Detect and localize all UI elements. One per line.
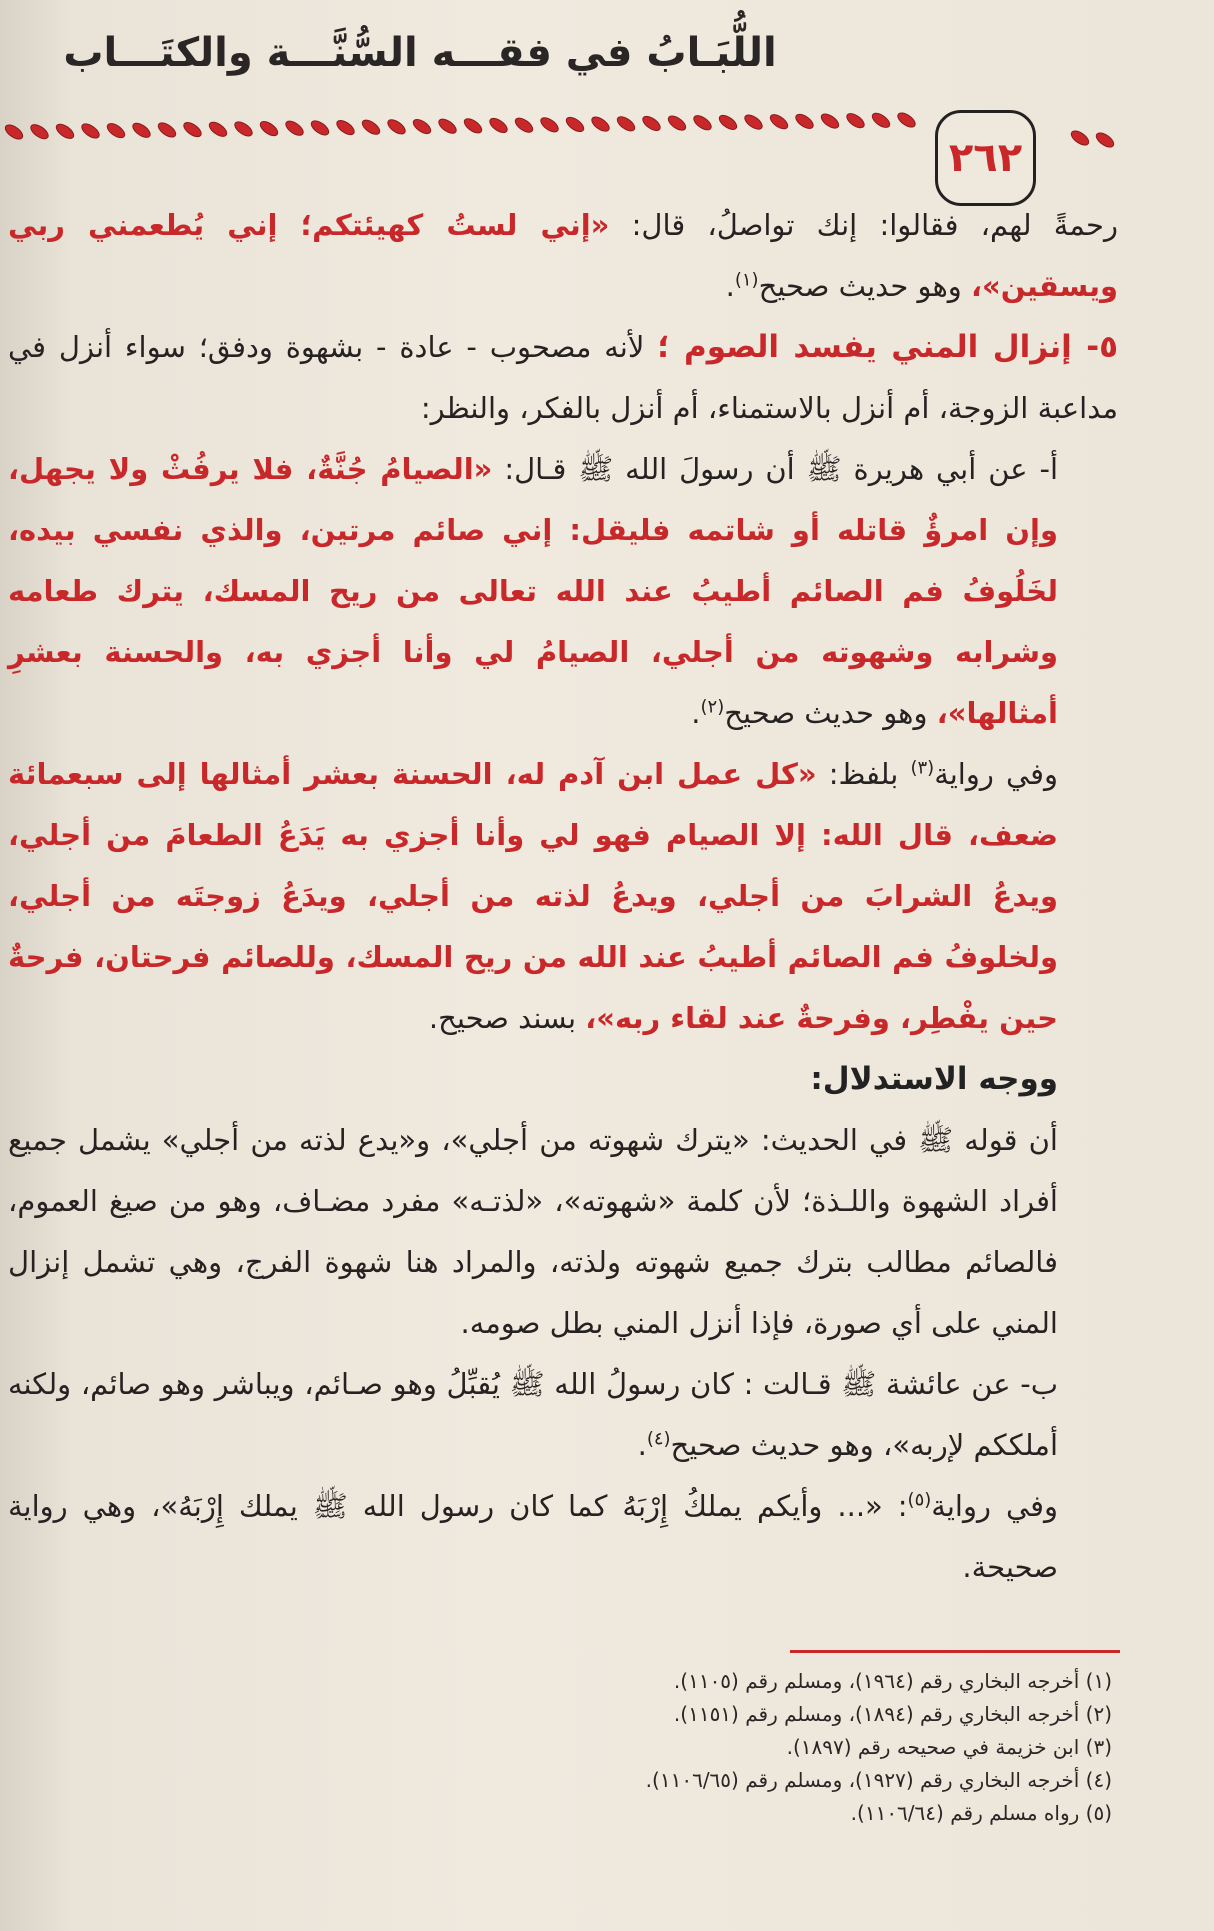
ornament-bead bbox=[513, 115, 535, 135]
ornament-bead bbox=[360, 117, 382, 137]
running-header-title: اللُّبَـابُ في فقـــه السُّنَّـــة والكتَـــاب bbox=[63, 30, 777, 76]
ornament-bead bbox=[309, 118, 331, 138]
ornament-bead bbox=[207, 119, 229, 139]
p4-wording: بلفظ: bbox=[816, 757, 911, 791]
ornament-bead bbox=[742, 112, 764, 132]
footnote-1: (١) أخرجه البخاري رقم (١٩٦٤)، ومسلم رقم (١١٠٥). bbox=[673, 1669, 1112, 1693]
p2-text: لأنه مصحوب - عادة - بشهوة ودفق؛ سواء أنزل في مداعبة الزوجة، أم أنزل بالاستمناء، أم أنزل بالفكر، والنظر: bbox=[8, 330, 1118, 425]
footnote-divider bbox=[790, 1650, 1120, 1653]
page-number: ٢٦٢ bbox=[935, 110, 1036, 206]
footnote-ref-5: (٥) bbox=[907, 1489, 932, 1511]
ornament-bead bbox=[385, 117, 407, 137]
p1-text: رحمةً لهم، فقالوا: إنك تواصلُ، قال: bbox=[609, 208, 1118, 242]
p3-ruling: وهو حديث صحيح bbox=[724, 696, 937, 730]
hadith-quote-1: «إني لستُ كهيئتكم؛ إني يُطعمني ربي ويسقين»، bbox=[8, 208, 1118, 303]
ornament-bead bbox=[79, 121, 101, 141]
ornament-bead bbox=[895, 110, 917, 130]
ornament-bead bbox=[462, 116, 484, 136]
p4-chain: بسند صحيح. bbox=[428, 1001, 586, 1035]
footnote-ref-1: (١) bbox=[734, 269, 759, 291]
footnote-4: (٤) أخرجه البخاري رقم (١٩٢٧)، ومسلم رقم (١١٠٦/٦٥). bbox=[645, 1768, 1112, 1792]
ornament-bead bbox=[283, 118, 305, 138]
ornament-bead bbox=[538, 115, 560, 135]
ornament-bead bbox=[793, 112, 815, 132]
ornament-bead bbox=[819, 111, 841, 131]
inference-heading: ووجه الاستدلال: bbox=[810, 1061, 1058, 1097]
ornament-bead bbox=[3, 122, 25, 142]
p8-intro: وفي رواية bbox=[931, 1489, 1058, 1523]
ornament-bead bbox=[130, 120, 152, 140]
paragraph-3: أ- عن أبي هريرة ﷺ أن رسولَ الله ﷺ قـال: «الصيامُ جُنَّةٌ، فلا يرفُثْ ولا يجهل، وإن امرؤٌ قاتله أو شاتمه فليقل: إني صائم مرتين، والذي نفسي بيده، لخَلُوفُ فم الصائم أطيبُ عند الله تعالى من ريح المسك، يترك طعامه وشرابه وشهوته من أجلي، الصيامُ لي وأنا أجزي به، والحسنة بعشرِ أمثالها»، وهو حديث صحيح$^{(٢)}$. bbox=[8, 452, 1058, 730]
p7-text: ب- عن عائشة ﷺ قـالت : كان رسولُ الله ﷺ يُقبِّلُ وهو صـائم، ويباشر وهو صائم، ولكنه أملككم لإربه»، وهو حديث صحيح bbox=[8, 1367, 1058, 1462]
ornament-bead bbox=[589, 114, 611, 134]
ornament-bead bbox=[258, 119, 280, 139]
ornament-bead bbox=[156, 120, 178, 140]
ornament-bead bbox=[232, 119, 254, 139]
footnote-ref-3: (٣) bbox=[910, 757, 935, 779]
footnote-3: (٣) ابن خزيمة في صحيحه رقم (١٨٩٧). bbox=[786, 1735, 1112, 1759]
paragraph-2 bbox=[8, 317, 1118, 439]
ornament-bead bbox=[717, 113, 739, 133]
paragraph-5 bbox=[8, 1049, 1118, 1110]
ornament-bead bbox=[1094, 130, 1116, 150]
paragraph-7: ب- عن عائشة ﷺ قـالت : كان رسولُ الله ﷺ يُقبِّلُ وهو صـائم، ويباشر وهو صائم، ولكنه أملككم لإربه»، وهو حديث صحيح$^{(٤)}$. bbox=[8, 1367, 1058, 1462]
footnote-ref-4: (٤) bbox=[646, 1428, 671, 1450]
footnotes bbox=[500, 1665, 1112, 1830]
ornament-bead bbox=[844, 111, 866, 131]
ornament-bead bbox=[105, 121, 127, 141]
ornament-bead bbox=[564, 115, 586, 135]
ornament-bead bbox=[411, 117, 433, 137]
ornament-bead bbox=[640, 114, 662, 134]
section-heading-5: ٥- إنزال المني يفسد الصوم ؛ bbox=[657, 329, 1118, 365]
p8-text: : «... وأيكم يملكُ إِرْبَهُ كما كان رسول الله ﷺ يملك إِرْبَهُ»، وهي رواية صحيحة. bbox=[8, 1489, 1058, 1584]
p4-intro: وفي رواية bbox=[934, 757, 1059, 791]
p3-narration: أ- عن أبي هريرة ﷺ أن رسولَ الله ﷺ قـال: bbox=[492, 452, 1058, 486]
ornament-bead bbox=[334, 118, 356, 138]
paragraph-8 bbox=[8, 1476, 1118, 1598]
main-text bbox=[8, 195, 1118, 1598]
ornament-bead bbox=[691, 113, 713, 133]
hadith-quote-3: «كل عمل ابن آدم له، الحسنة بعشر أمثالها إلى سبعمائة ضعف، قال الله: إلا الصيام فهو لي وأنا أجزي به يَدَعُ الطعامَ من أجلي، ويدعُ الشرابَ من أجلي، ويدعُ لذته من أجلي، ويدَعُ زوجتَه من أجلي، ولخلوفُ فم الصائم أطيبُ عند الله من ريح المسك، وللصائم فرحتان، فرحةٌ حين يفْطِر، وفرحةٌ عند لقاء ربه»، bbox=[8, 757, 1058, 1035]
ornament-bead bbox=[615, 114, 637, 134]
p1-ruling: وهو حديث صحيح bbox=[758, 269, 972, 303]
footnote-5: (٥) رواه مسلم رقم (١١٠٦/٦٤). bbox=[850, 1801, 1112, 1825]
ornament-bead bbox=[666, 113, 688, 133]
ornament-bead bbox=[28, 122, 50, 142]
paragraph-1: رحمةً لهم، فقالوا: إنك تواصلُ، قال: «إني لستُ كهيئتكم؛ إني يُطعمني ربي ويسقين»، وهو حديث صحيح$^{(١)}$. bbox=[8, 208, 1118, 303]
paragraph-4 bbox=[8, 744, 1118, 1049]
footnote-2: (٢) أخرجه البخاري رقم (١٨٩٤)، ومسلم رقم (١١٥١). bbox=[673, 1702, 1112, 1726]
ornament-bead bbox=[870, 111, 892, 131]
ornament-bead bbox=[181, 120, 203, 140]
hadith-quote-2: «الصيامُ جُنَّةٌ، فلا يرفُثْ ولا يجهل، وإن امرؤٌ قاتله أو شاتمه فليقل: إني صائم مرتين، والذي نفسي بيده، لخَلُوفُ فم الصائم أطيبُ عند الله تعالى من ريح المسك، يترك طعامه وشرابه وشهوته من أجلي، الصيامُ لي وأنا أجزي به، والحسنة بعشرِ أمثالها»، bbox=[8, 452, 1058, 730]
footnote-ref-2: (٢) bbox=[700, 696, 725, 718]
ornament-bead bbox=[768, 112, 790, 132]
paragraph-6: أن قوله ﷺ في الحديث: «يترك شهوته من أجلي»، و«يدع لذته من أجلي» يشمل جميع أفراد الشهوة واللـذة؛ لأن كلمة «شهوته»، «لذتـه» مفرد مضـاف، وهو من صيغ العموم، فالصائم مطالب بترك جميع شهوته ولذته، والمراد هنا شهوة الفرج، وهي تشمل إنزال المني على أي صورة، فإذا أنزل المني بطل صومه. bbox=[8, 1123, 1058, 1340]
ornament-bead bbox=[54, 121, 76, 141]
ornament-bead bbox=[1069, 128, 1091, 148]
ornament-bead bbox=[436, 116, 458, 136]
ornament-bead bbox=[487, 116, 509, 136]
